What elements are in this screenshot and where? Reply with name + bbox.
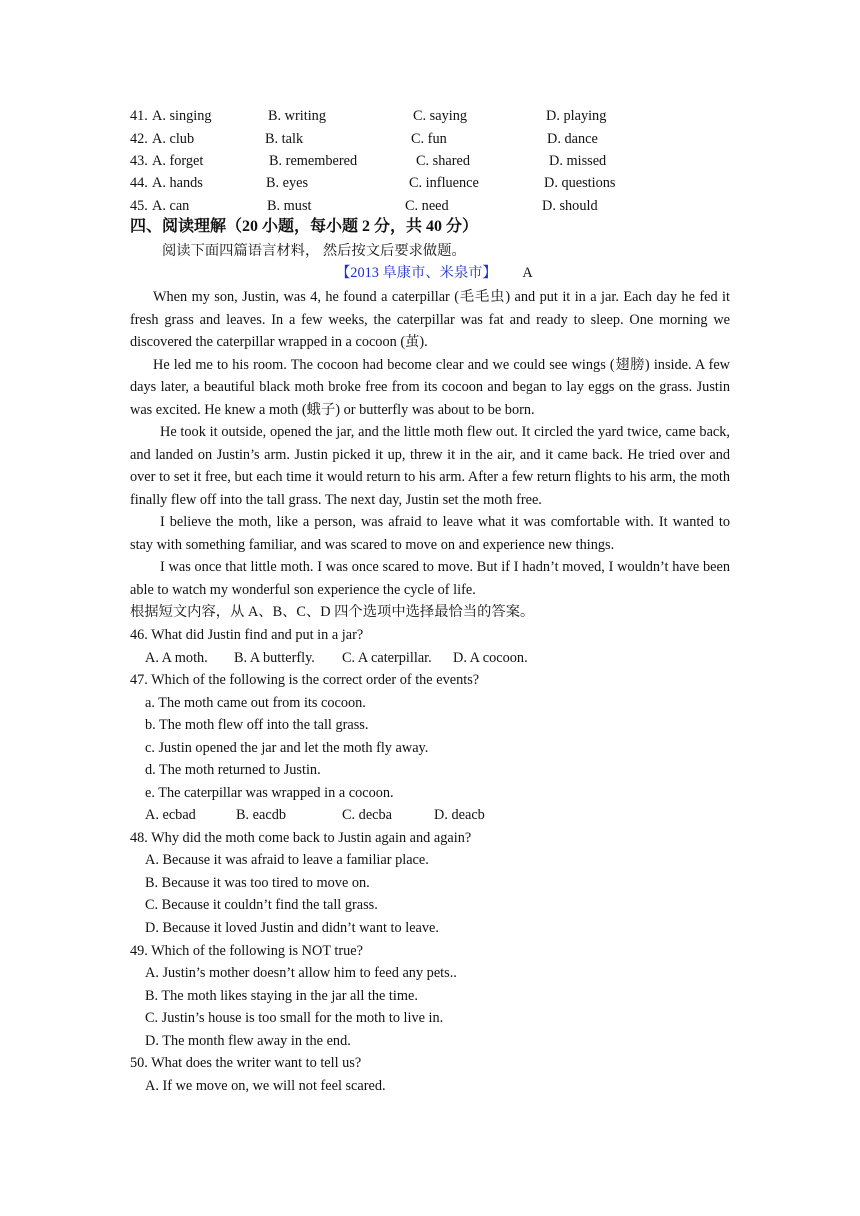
question-46-option-a: A. A moth. — [145, 650, 208, 666]
question-49-option: C. Justin’s house is too small for the moth to live in. — [145, 1010, 444, 1026]
passage-header — [336, 264, 533, 282]
question-46-option-d: D. A cocoon. — [453, 650, 528, 666]
cloze-option-c: C. influence — [409, 175, 479, 191]
question-48-option: B. Because it was too tired to move on. — [145, 875, 370, 891]
cloze-number: 43. — [130, 153, 148, 169]
cloze-option-b: B. remembered — [269, 153, 358, 169]
passage-paragraph: I believe the moth, like a person, was afraid to leave what it was comfortable with. It wanted to stay with something familiar, and was scared to move on and experience new things. — [130, 514, 730, 553]
question-48-option: D. Because it loved Justin and didn’t want to leave. — [145, 920, 439, 936]
cloze-option-d: D. questions — [544, 175, 616, 191]
question-49-option: D. The month flew away in the end. — [145, 1033, 351, 1049]
question-47-event: e. The caterpillar was wrapped in a cocoon. — [145, 785, 394, 801]
question-47-option-a: A. ecbad — [145, 807, 196, 823]
cloze-option-b: B. must — [267, 198, 312, 214]
question-47-event: c. Justin opened the jar and let the moth fly away. — [145, 740, 429, 756]
cloze-option-a: A. hands — [152, 175, 203, 191]
passage — [130, 286, 730, 601]
questions-instruction: 根据短文内容，从 A、B、C、D 四个选项中选择最恰当的答案。 — [130, 604, 535, 620]
question-48-option: A. Because it was afraid to leave a familiar place. — [145, 852, 429, 868]
cloze-option-b: B. eyes — [266, 175, 309, 191]
passage-source: 【2013 阜康市、米泉市】 — [336, 265, 497, 281]
cloze-option-c: C. fun — [411, 131, 447, 147]
section-instruction: 阅读下面四篇语言材料， 然后按文后要求做题。 — [162, 243, 466, 259]
cloze-option-d: D. playing — [546, 108, 607, 124]
question-48-option: C. Because it couldn’t find the tall grass. — [145, 897, 378, 913]
question-47-option-c: C. decba — [342, 807, 393, 823]
cloze-number: 41. — [130, 108, 148, 124]
passage-paragraph: When my son, Justin, was 4, he found a caterpillar (毛毛虫) and put it in a jar. Each day he fed it fresh grass and leaves. In a few weeks, the caterpillar was fat and ready to sleep. One morning we discovered the caterpillar wrapped in a cocoon (茧). — [130, 289, 730, 350]
cloze-option-c: C. saying — [413, 108, 468, 124]
question-50-stem: 50. What does the writer want to tell us? — [130, 1055, 362, 1071]
cloze-number: 45. — [130, 198, 148, 214]
cloze-number: 42. — [130, 131, 148, 147]
passage-label: A — [522, 265, 533, 281]
cloze-option-d: D. dance — [547, 131, 598, 147]
question-49-stem: 49. Which of the following is NOT true? — [130, 943, 363, 959]
cloze-option-b: B. talk — [265, 131, 304, 147]
cloze-option-a: A. forget — [152, 153, 204, 169]
question-46-stem: 46. What did Justin find and put in a jar? — [130, 627, 364, 643]
cloze-option-c: C. need — [405, 198, 449, 214]
question-50-option: A. If we move on, we will not feel scared. — [145, 1078, 386, 1094]
question-49-option: A. Justin’s mother doesn’t allow him to feed any pets.. — [145, 965, 457, 981]
question-46-option-b: B. A butterfly. — [234, 650, 315, 666]
question-48-stem: 48. Why did the moth come back to Justin again and again? — [130, 830, 472, 846]
cloze-option-a: A. can — [152, 198, 190, 214]
question-47-option-b: B. eacdb — [236, 807, 287, 823]
question-47-event: d. The moth returned to Justin. — [145, 762, 321, 778]
section-heading: 四、阅读理解（20 小题，每小题 2 分，共 40 分） — [130, 218, 479, 235]
cloze-option-d: D. missed — [549, 153, 607, 169]
passage-paragraph: He led me to his room. The cocoon had become clear and we could see wings (翅膀) inside. A few days later, a beautiful black moth broke free from its cocoon and began to lay eggs on the grass. Justin was excited. He knew a moth (蛾子) or butterfly was about to be born. — [130, 356, 730, 418]
cloze-option-b: B. writing — [268, 108, 326, 124]
cloze-option-c: C. shared — [416, 153, 470, 169]
question-49-option: B. The moth likes staying in the jar all the time. — [145, 988, 418, 1004]
cloze-option-a: A. singing — [152, 108, 212, 124]
passage-paragraph: I was once that little moth. I was once scared to move. But if I hadn’t moved, I wouldn’t have been able to watch my wonderful son experience the cycle of life. — [130, 559, 730, 598]
cloze-option-d: D. should — [542, 198, 598, 214]
question-47-stem: 47. Which of the following is the correct order of the events? — [130, 672, 480, 688]
passage-paragraph: He took it outside, opened the jar, and the little moth flew out. It circled the yard twice, came back, and landed on Justin’s arm. Justin picked it up, threw it in the air, and it came back. He tried over and over to set it free, but each time it would return to his arm. After a few return flights to his arm, the moth finally flew off into the tall grass. The next day, Justin set the moth free. — [130, 424, 730, 508]
question-47-event: a. The moth came out from its cocoon. — [145, 695, 366, 711]
cloze-number: 44. — [130, 175, 148, 191]
question-47-event: b. The moth flew off into the tall grass. — [145, 717, 369, 733]
question-46-option-c: C. A caterpillar. — [342, 650, 432, 666]
cloze-option-a: A. club — [152, 131, 195, 147]
question-47-option-d: D. deacb — [434, 807, 485, 823]
